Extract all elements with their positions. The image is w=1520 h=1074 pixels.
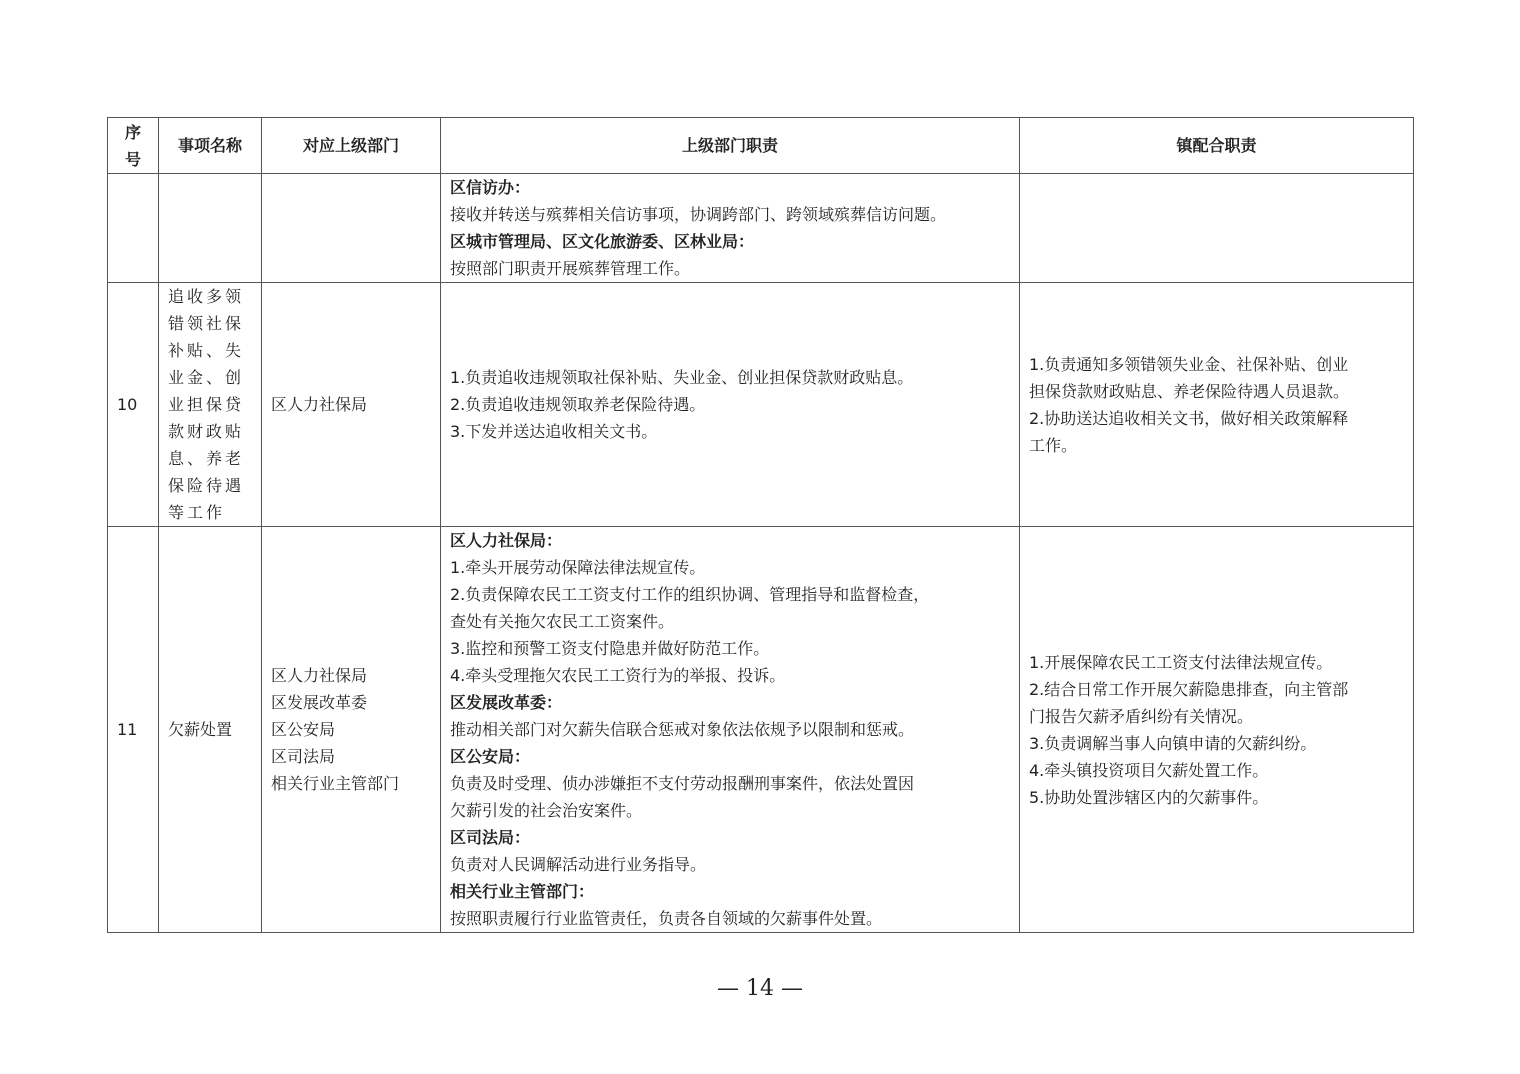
dept-line: 区发展改革委 (271, 693, 368, 712)
duty-line: 接收并转送与殡葬相关信访事项，协调跨部门、跨领域殡葬信访问题。 (450, 205, 947, 224)
duty-table (107, 117, 1414, 933)
header-seq (108, 118, 159, 174)
duty-line: 按照部门职责开展殡葬管理工作。 (450, 259, 691, 278)
town-duty-line: 4.牵头镇投资项目欠薪处置工作。 (1029, 760, 1269, 780)
cell-upper-duty (441, 283, 1020, 527)
cell-seq (108, 174, 159, 283)
dept-line: 区人力社保局 (271, 666, 368, 685)
header-upper-dept: 对应上级部门 (262, 118, 441, 174)
town-duty-line: 门报告欠薪矛盾纠纷有关情况。 (1029, 706, 1254, 726)
duty-line: 区公安局： (450, 747, 531, 766)
dept-line: 区公安局 (271, 720, 336, 739)
cell-town-duty (1020, 174, 1414, 283)
cell-item-name (159, 174, 262, 283)
table-body (108, 174, 1414, 933)
dept-line: 区人力社保局 (271, 395, 368, 414)
town-duty-line: 工作。 (1029, 435, 1078, 455)
name-line: 款财政贴 (168, 422, 245, 441)
town-duty-line: 1.开展保障农民工工资支付法律法规宣传。 (1029, 652, 1333, 672)
town-duty-line: 2.协助送达追收相关文书，做好相关政策解释 (1029, 408, 1349, 428)
header-town-duty: 镇配合职责 (1020, 118, 1414, 174)
cell-seq: 10 (108, 283, 159, 527)
cell-seq: 11 (108, 527, 159, 933)
table-header-row (108, 118, 1414, 174)
dept-line: 区司法局 (271, 747, 336, 766)
page-number: — 14 — (717, 976, 803, 1001)
dept-line: 相关行业主管部门 (271, 774, 400, 793)
name-line: 息、养老 (168, 449, 245, 468)
cell-town-duty (1020, 283, 1414, 527)
town-duty-line: 担保贷款财政贴息、养老保险待遇人员退款。 (1029, 381, 1350, 401)
town-duty-line: 5.协助处置涉辖区内的欠薪事件。 (1029, 787, 1269, 807)
table-row (108, 527, 1414, 933)
cell-upper-duty (441, 527, 1020, 933)
town-duty-line: 2.结合日常工作开展欠薪隐患排查，向主管部 (1029, 679, 1349, 699)
duty-line: 推动相关部门对欠薪失信联合惩戒对象依法依规予以限制和惩戒。 (450, 720, 915, 739)
cell-upper-dept (262, 174, 441, 283)
cell-upper-dept (262, 527, 441, 933)
duty-line: 区信访办： (450, 178, 531, 197)
name-line: 业金、创 (168, 368, 245, 387)
duty-line: 1.牵头开展劳动保障法律法规宣传。 (450, 558, 706, 577)
town-duty-line: 3.负责调解当事人向镇申请的欠薪纠纷。 (1029, 733, 1317, 753)
duty-line: 2.负责保障农民工工资支付工作的组织协调、管理指导和监督检查， (450, 585, 930, 604)
name-line: 补贴、失 (168, 341, 245, 360)
cell-town-duty (1020, 527, 1414, 933)
duty-line: 4.牵头受理拖欠农民工工资行为的举报、投诉。 (450, 666, 786, 685)
name-line: 欠薪处置 (168, 720, 233, 739)
header-seq-line2: 号 (124, 149, 141, 169)
town-duty-line: 1.负责通知多领错领失业金、社保补贴、创业 (1029, 354, 1349, 374)
duty-line: 1.负责追收违规领取社保补贴、失业金、创业担保贷款财政贴息。 (450, 368, 914, 387)
name-line: 等工作 (168, 503, 226, 522)
duty-line: 欠薪引发的社会治安案件。 (450, 801, 643, 820)
cell-upper-duty (441, 174, 1020, 283)
cell-item-name (159, 283, 262, 527)
duty-line: 3.监控和预警工资支付隐患并做好防范工作。 (450, 639, 770, 658)
duty-line: 区城市管理局、区文化旅游委、区林业局： (450, 232, 755, 251)
duty-line: 区司法局： (450, 828, 531, 847)
name-line: 保险待遇 (168, 476, 245, 495)
duty-line: 按照职责履行行业监管责任，负责各自领域的欠薪事件处置。 (450, 909, 883, 928)
name-line: 错领社保 (168, 314, 245, 333)
duty-line: 区人力社保局： (450, 531, 563, 550)
name-line: 追收多领 (168, 287, 245, 306)
cell-item-name (159, 527, 262, 933)
duty-line: 2.负责追收违规领取养老保险待遇。 (450, 395, 706, 414)
table-row (108, 174, 1414, 283)
duty-line: 查处有关拖欠农民工工资案件。 (450, 612, 675, 631)
duty-line: 负责及时受理、侦办涉嫌拒不支付劳动报酬刑事案件，依法处置因 (450, 774, 915, 793)
table-row (108, 283, 1414, 527)
cell-upper-dept (262, 283, 441, 527)
duty-line: 相关行业主管部门： (450, 882, 595, 901)
duty-line: 3.下发并送达追收相关文书。 (450, 422, 658, 441)
header-upper-duty: 上级部门职责 (441, 118, 1020, 174)
header-seq-line1: 序 (124, 122, 141, 142)
header-item-name: 事项名称 (159, 118, 262, 174)
duty-line: 负责对人民调解活动进行业务指导。 (450, 855, 707, 874)
name-line: 业担保贷 (168, 395, 245, 414)
duty-line: 区发展改革委： (450, 693, 563, 712)
